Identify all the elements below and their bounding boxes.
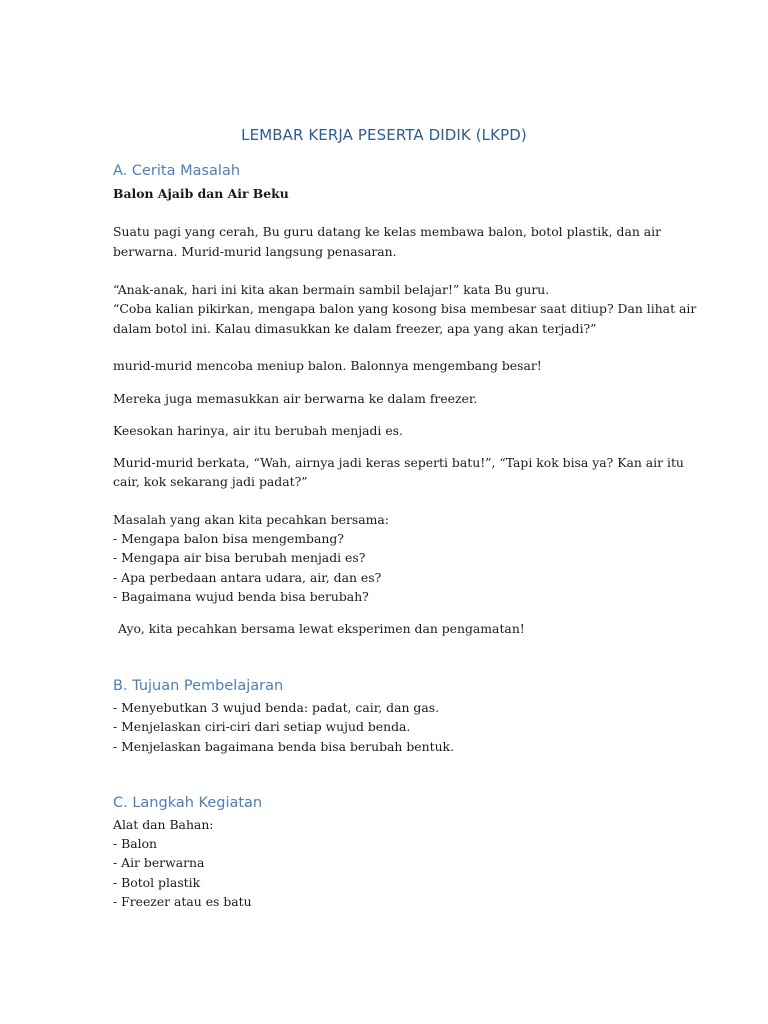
story-line: “Anak-anak, hari ini kita akan bermain sambil belajar!” kata Bu guru.	[113, 282, 550, 297]
call-to-action: Ayo, kita pecahkan bersama lewat eksperimen dan pengamatan!	[118, 621, 525, 636]
story-line: dalam botol ini. Kalau dimasukkan ke dalam freezer, apa yang akan terjadi?”	[113, 321, 597, 336]
story-line: cair, kok sekarang jadi padat?”	[113, 474, 308, 489]
story-line: “Coba kalian pikirkan, mengapa balon yang kosong bisa membesar saat ditiup? Dan lihat air	[113, 301, 697, 316]
section-c-heading: C. Langkah Kegiatan	[113, 795, 263, 811]
material-item: - Freezer atau es batu	[113, 894, 252, 909]
story-line: Suatu pagi yang cerah, Bu guru datang ke kelas membawa balon, botol plastik, dan air	[113, 224, 662, 239]
story-line: berwarna. Murid-murid langsung penasaran.	[113, 244, 397, 259]
material-item: - Balon	[113, 836, 158, 851]
objective-item: - Menjelaskan ciri-ciri dari setiap wujud benda.	[113, 719, 411, 734]
document-title: LEMBAR KERJA PESERTA DIDIK (LKPD)	[241, 126, 527, 144]
story-line: Mereka juga memasukkan air berwarna ke dalam freezer.	[113, 391, 478, 406]
material-item: - Botol plastik	[113, 875, 201, 890]
problem-intro: Masalah yang akan kita pecahkan bersama:	[113, 512, 389, 527]
story-title: Balon Ajaib dan Air Beku	[113, 186, 289, 201]
section-b-heading: B. Tujuan Pembelajaran	[113, 678, 284, 694]
problem-item: - Mengapa balon bisa mengembang?	[113, 531, 344, 546]
story-line: Keesokan harinya, air itu berubah menjadi es.	[113, 423, 403, 438]
problem-item: - Bagaimana wujud benda bisa berubah?	[113, 589, 369, 604]
problem-item: - Apa perbedaan antara udara, air, dan es?	[113, 570, 382, 585]
material-item: - Air berwarna	[113, 855, 205, 870]
section-a-heading: A. Cerita Masalah	[113, 163, 241, 179]
objective-item: - Menjelaskan bagaimana benda bisa berubah bentuk.	[113, 739, 455, 754]
story-line: Murid-murid berkata, “Wah, airnya jadi keras seperti batu!”, “Tapi kok bisa ya? Kan air itu	[113, 455, 684, 470]
problem-item: - Mengapa air bisa berubah menjadi es?	[113, 550, 366, 565]
materials-label: Alat dan Bahan:	[113, 817, 214, 832]
story-line: murid-murid mencoba meniup balon. Balonnya mengembang besar!	[113, 358, 542, 373]
objective-item: - Menyebutkan 3 wujud benda: padat, cair, dan gas.	[113, 700, 440, 715]
